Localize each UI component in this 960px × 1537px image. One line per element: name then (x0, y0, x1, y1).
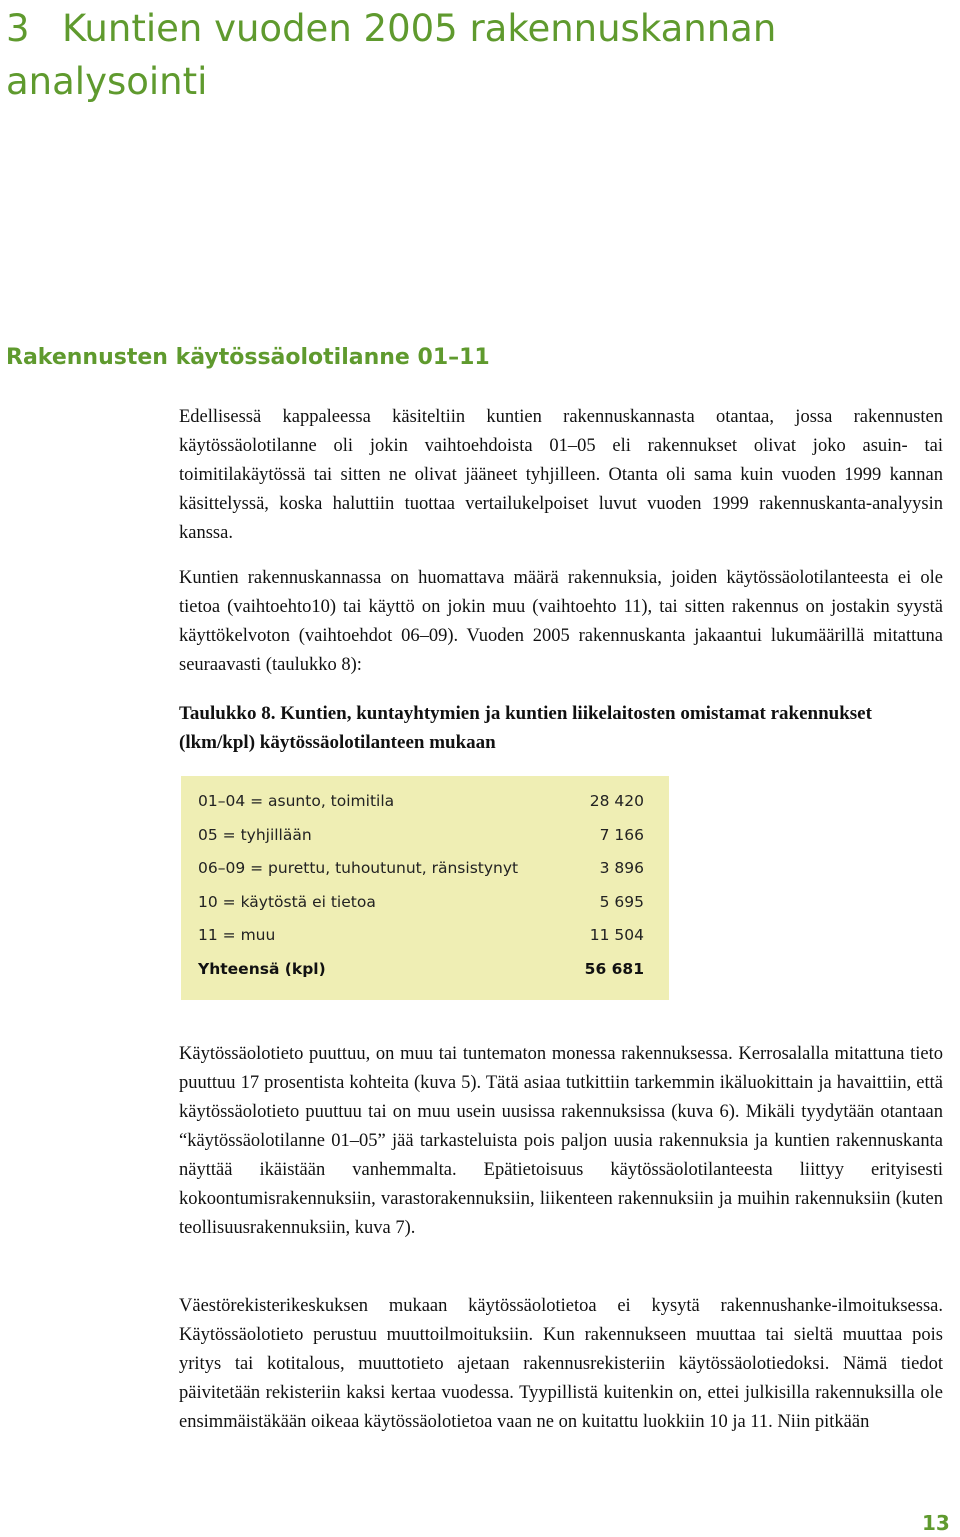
paragraph-text: Kuntien rakennuskannassa on huomattava määrä rakennuksia, joiden käytössäolotilanteesta ei ole tietoa (vaihtoehto10) tai käyttö on jokin muu (vaihtoehto 11), tai sitten rakennus on jostakin syystä käyttökelvoton (vaihtoehdot 06–09). Vuoden 2005 rakennuskanta jakaantui lukumäärillä mitattuna seuraavasti (taulukko 8): (179, 568, 943, 675)
paragraph-text: Edellisessä kappaleessa käsiteltiin kuntien rakennuskannasta otantaa, jossa rakennusten käytössäolotilanne oli jokin vaihtoehdoista 01–05 eli rakennukset olivat joko asuin- tai toimitilakäytössä tai sitten ne olivat jääneet tyhjilleen. Otanta oli sama kuin vuoden 1999 kannan käsittelyssä, koska haluttiin tuottaa vertailukelpoiset luvut vuoden 1999 rakennuskanta-analyysin kanssa. (179, 407, 943, 543)
body-paragraph-2 (179, 564, 943, 680)
row-label: 05 = tyhjillään (198, 826, 312, 844)
row-value: 7 166 (599, 826, 644, 844)
row-value: 11 504 (589, 926, 644, 944)
paragraph-text: Käytössäolotieto puuttuu, on muu tai tuntematon monessa rakennuksessa. Kerrosalalla mitattuna tieto puuttuu 17 prosentista kohteita (kuva 5). Tätä asiaa tutkittiin tarkemmin ikäluokittain ja havaittiin, että käytössäolotieto puuttuu tai on muu usein uusissa rakennuksissa (kuva 6). Mikäli tyydytään otantaan “käytössäolotilanne 01–05” jää tarkasteluista pois paljon uusia rakennuksia ja kuntien rakennuskanta näyttää ikäistään vanhemmalta. Epätietoisuus käytössäolotilanteesta liittyy erityisesti kokoontumisrakennuksiin, varastorakennuksiin, liikenteen rakennuksiin ja muihin rakennuksiin (kuten teollisuusrakennuksiin, kuva 7). (179, 1044, 943, 1238)
body-paragraph-4 (179, 1292, 943, 1437)
row-value: 28 420 (589, 792, 644, 810)
row-value: 3 896 (599, 859, 644, 877)
table-row (198, 926, 644, 950)
chapter-heading (6, 2, 906, 108)
row-value: 5 695 (599, 893, 644, 911)
row-label: 11 = muu (198, 926, 276, 944)
total-label: Yhteensä (kpl) (198, 960, 326, 978)
table-row (198, 826, 644, 850)
table-row (198, 792, 644, 816)
table-total-row (198, 960, 644, 984)
total-value: 56 681 (584, 960, 644, 978)
body-paragraph-3 (179, 1040, 943, 1243)
row-label: 01–04 = asunto, toimitila (198, 792, 395, 810)
body-paragraph-1 (179, 403, 943, 548)
table-row (198, 893, 644, 917)
row-label: 10 = käytöstä ei tietoa (198, 893, 376, 911)
chapter-title: Kuntien vuoden 2005 rakennuskannan analysointi (6, 7, 777, 103)
table-caption: Taulukko 8. Kuntien, kuntayhtymien ja kuntien liikelaitosten omistamat rakennukset (lkm/kpl) käytössäolotilanteen mukaan (179, 703, 872, 753)
page-number: 13 (922, 1511, 950, 1535)
row-label: 06–09 = purettu, tuhoutunut, ränsistynyt (198, 859, 519, 877)
paragraph-text: Väestörekisterikeskuksen mukaan käytössäolotietoa ei kysytä rakennushanke-ilmoituksessa. Käytössäolotieto perustuu muuttoilmoituksiin. Kun rakennukseen muuttaa tai sieltä muuttaa pois yritys tai kotitalous, muuttotieto ajetaan rakennusrekisteriin käytössäolotiedoksi. Nämä tiedot päivitetään rekisteriin kaksi kertaa vuodessa. Tyypillistä kuitenkin on, ettei julkisilla rakennuksilla ole ensimmäistäkään oikeaa käytössäolotietoa vaan ne on kuitattu luokkiin 10 ja 11. Niin pitkään (179, 1296, 943, 1432)
chapter-number: 3 (6, 7, 30, 50)
data-table (181, 776, 669, 1000)
table-row (198, 859, 644, 883)
section-heading: Rakennusten käytössäolotilanne 01–11 (6, 345, 490, 370)
